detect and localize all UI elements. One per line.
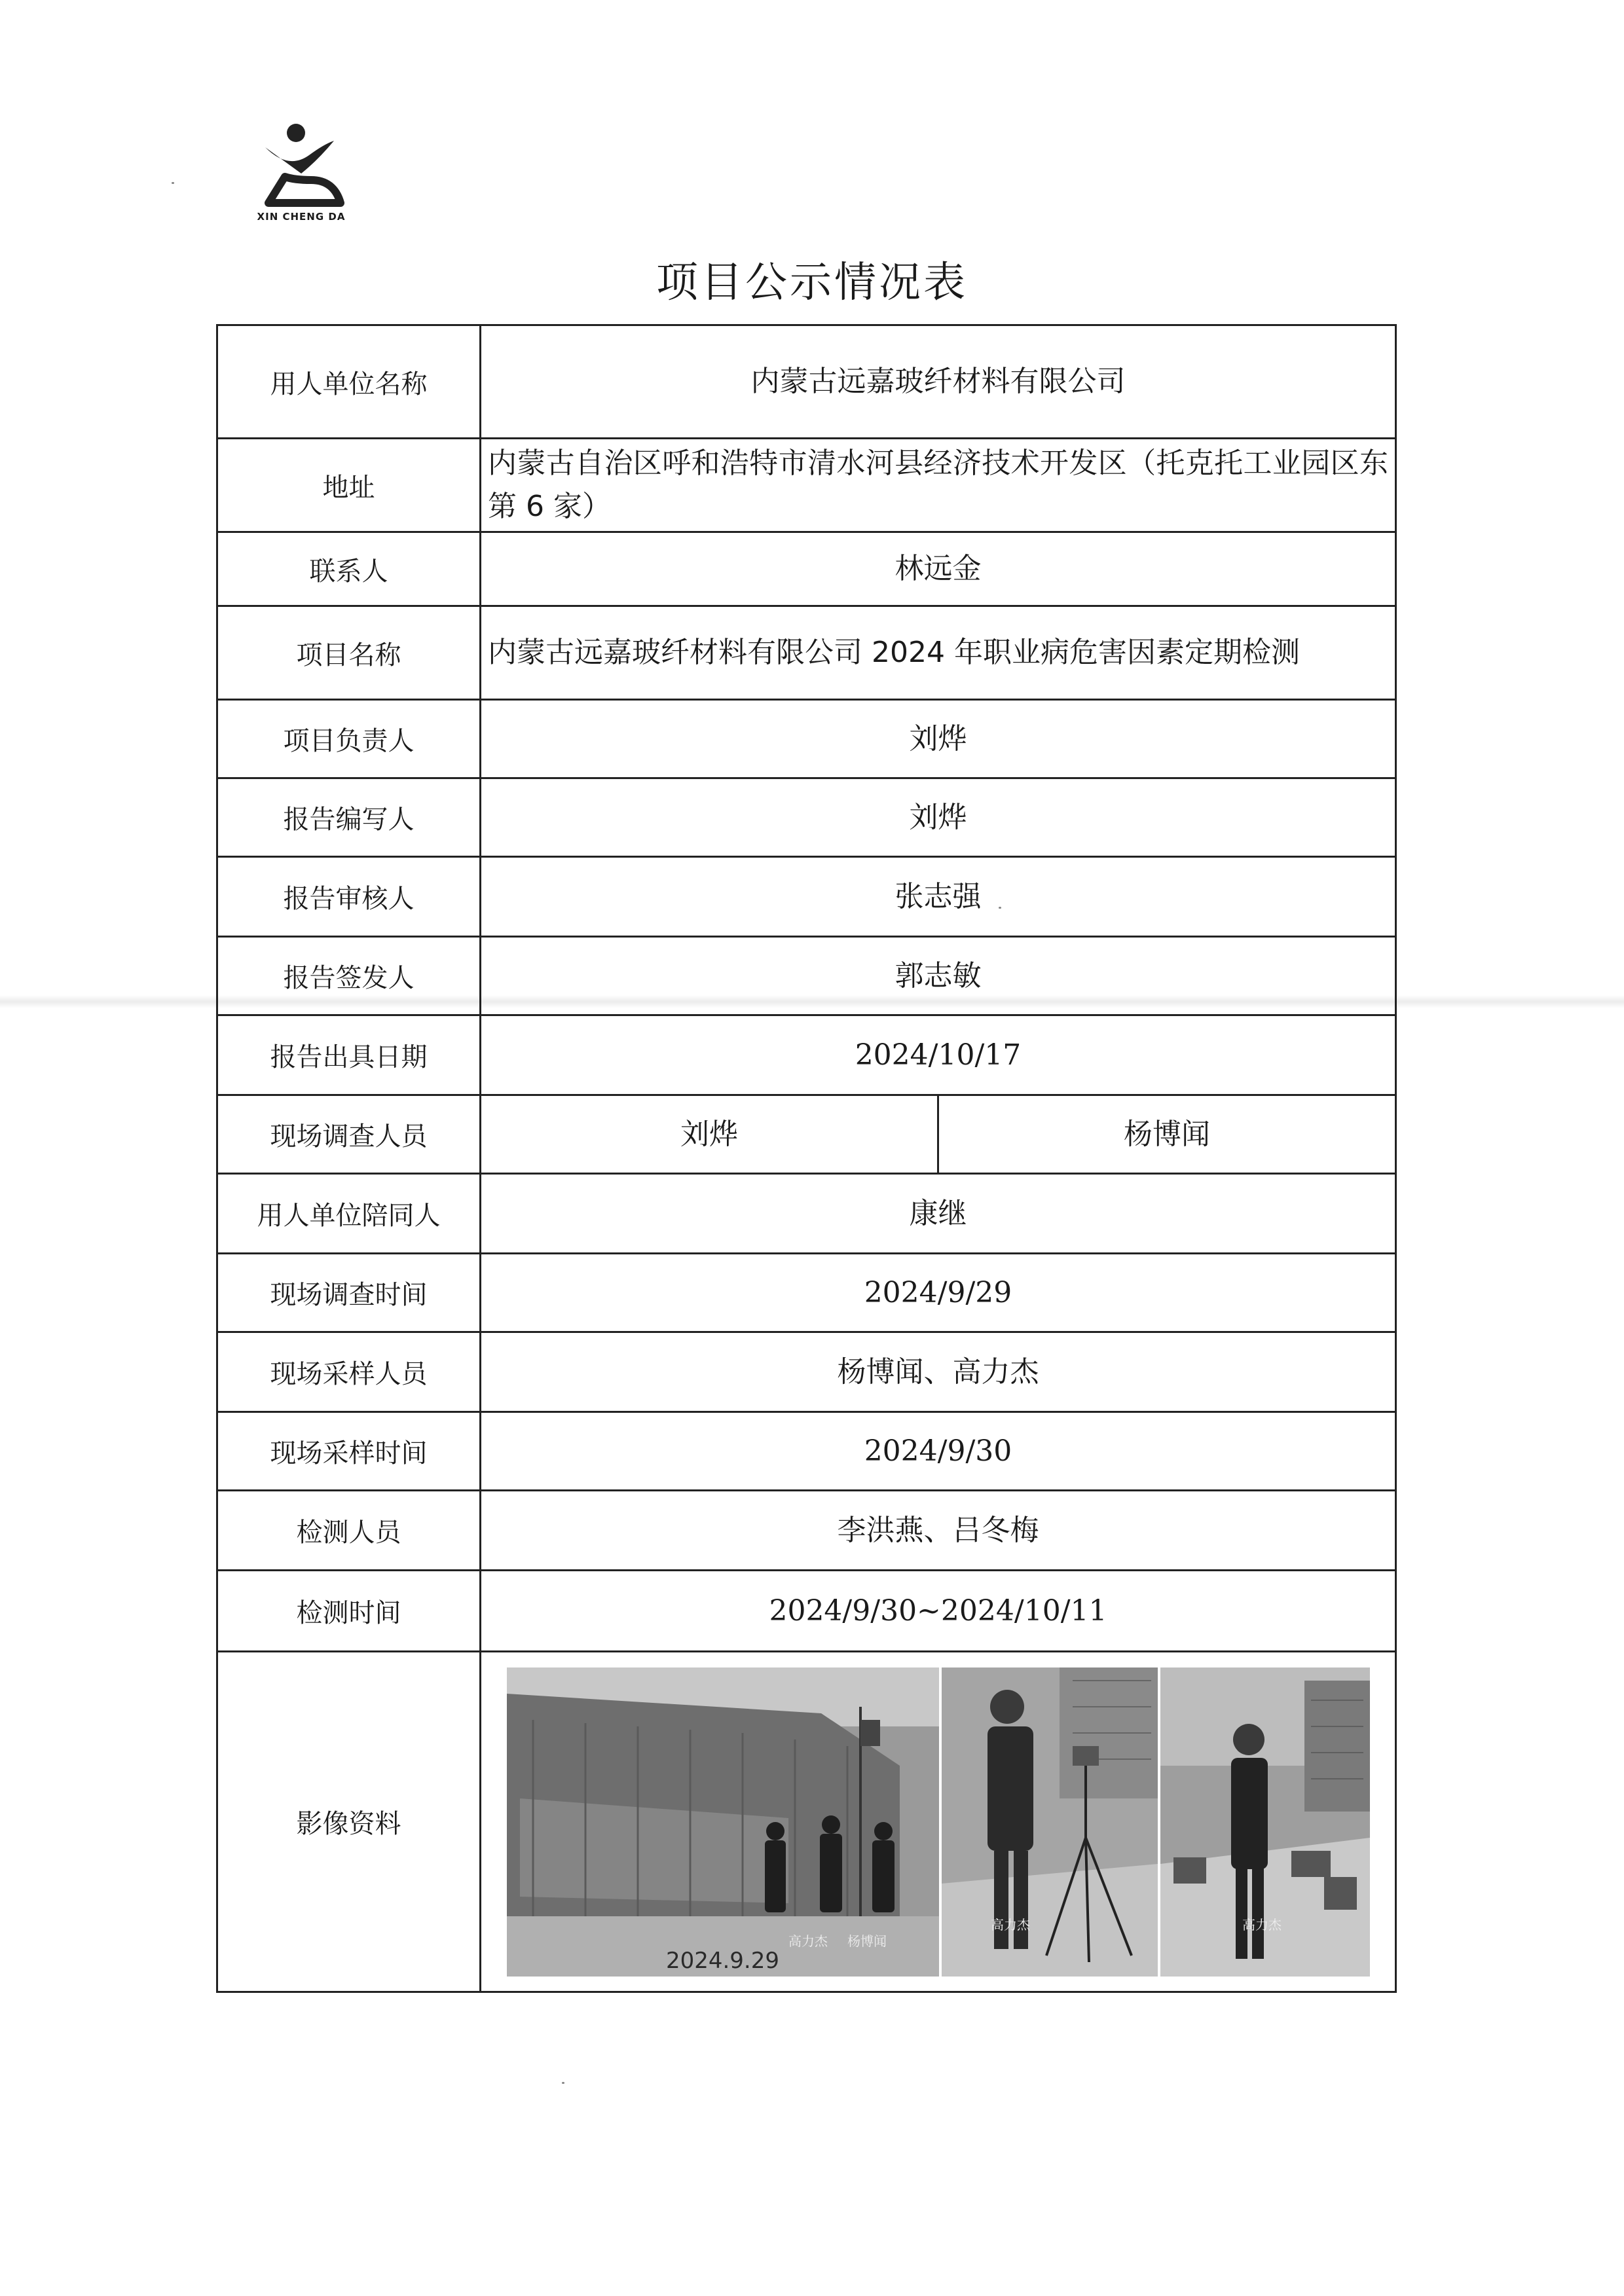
row-label: 用人单位陪同人 <box>217 1174 481 1254</box>
row-value-right: 杨博闻 <box>938 1095 1396 1174</box>
row-label: 地址 <box>217 439 481 532</box>
table-row <box>217 1412 1396 1491</box>
row-value-left: 刘烨 <box>481 1095 938 1174</box>
photo-strip <box>492 1667 1384 1977</box>
photo1-name-1: 高力杰 <box>788 1933 828 1949</box>
photo3-name: 高力杰 <box>1242 1916 1282 1933</box>
row-label: 报告审核人 <box>217 857 481 937</box>
row-label: 检测时间 <box>217 1571 481 1652</box>
table-row <box>217 1254 1396 1332</box>
row-value: 2024/10/17 <box>481 1015 1396 1095</box>
row-value: 2024/9/29 <box>481 1254 1396 1332</box>
table-row <box>217 700 1396 778</box>
photo-cell <box>481 1652 1396 1992</box>
scan-speck <box>999 907 1001 909</box>
row-value: 杨博闻、高力杰 <box>481 1332 1396 1412</box>
table-row <box>217 1174 1396 1254</box>
photo2-name: 高力杰 <box>990 1916 1030 1933</box>
logo-caption: XIN CHENG DA <box>257 211 346 223</box>
table-row <box>217 532 1396 606</box>
site-photo-indoor <box>1160 1667 1370 1977</box>
row-value: 张志强 <box>481 857 1396 937</box>
row-value: 内蒙古远嘉玻纤材料有限公司 <box>481 325 1396 439</box>
row-label: 报告编写人 <box>217 778 481 857</box>
page-title: 项目公示情况表 <box>656 259 968 307</box>
row-value: 内蒙古远嘉玻纤材料有限公司 2024 年职业病危害因素定期检测 <box>481 606 1396 700</box>
row-label: 联系人 <box>217 532 481 606</box>
row-value: 郭志敏 <box>481 937 1396 1015</box>
table-row <box>217 778 1396 857</box>
project-disclosure-table <box>216 324 1397 1993</box>
row-value: 2024/9/30~2024/10/11 <box>481 1571 1396 1652</box>
row-label: 项目名称 <box>217 606 481 700</box>
table-row <box>217 937 1396 1015</box>
row-value: 林远金 <box>481 532 1396 606</box>
site-photo-sampling <box>942 1667 1158 1977</box>
table-row <box>217 1652 1396 1992</box>
row-label: 影像资料 <box>217 1652 481 1992</box>
row-label: 现场采样人员 <box>217 1332 481 1412</box>
row-value: 刘烨 <box>481 700 1396 778</box>
row-label: 现场调查人员 <box>217 1095 481 1174</box>
row-label: 检测人员 <box>217 1491 481 1571</box>
row-label: 现场采样时间 <box>217 1412 481 1491</box>
table-row <box>217 1095 1396 1174</box>
row-label: 现场调查时间 <box>217 1254 481 1332</box>
table-row <box>217 1571 1396 1652</box>
photo-date: 2024.9.29 <box>665 1947 780 1974</box>
row-value: 康继 <box>481 1174 1396 1254</box>
scan-speck <box>172 182 174 184</box>
row-label: 用人单位名称 <box>217 325 481 439</box>
table-row <box>217 325 1396 439</box>
table-row <box>217 1491 1396 1571</box>
row-value: 内蒙古自治区呼和浩特市清水河县经济技术开发区（托克托工业园区东第 6 家） <box>481 439 1396 532</box>
table-row <box>217 857 1396 937</box>
scan-speck <box>562 2082 564 2084</box>
row-value: 李洪燕、吕冬梅 <box>481 1491 1396 1571</box>
table-row <box>217 1332 1396 1412</box>
row-value: 2024/9/30 <box>481 1412 1396 1491</box>
row-label: 项目负责人 <box>217 700 481 778</box>
table-row <box>217 439 1396 532</box>
row-label: 报告签发人 <box>217 937 481 1015</box>
table-row <box>217 606 1396 700</box>
table-row <box>217 1015 1396 1095</box>
site-photo-building <box>507 1667 939 1977</box>
row-label: 报告出具日期 <box>217 1015 481 1095</box>
photo1-name-2: 杨博闻 <box>847 1933 887 1949</box>
row-value: 刘烨 <box>481 778 1396 857</box>
